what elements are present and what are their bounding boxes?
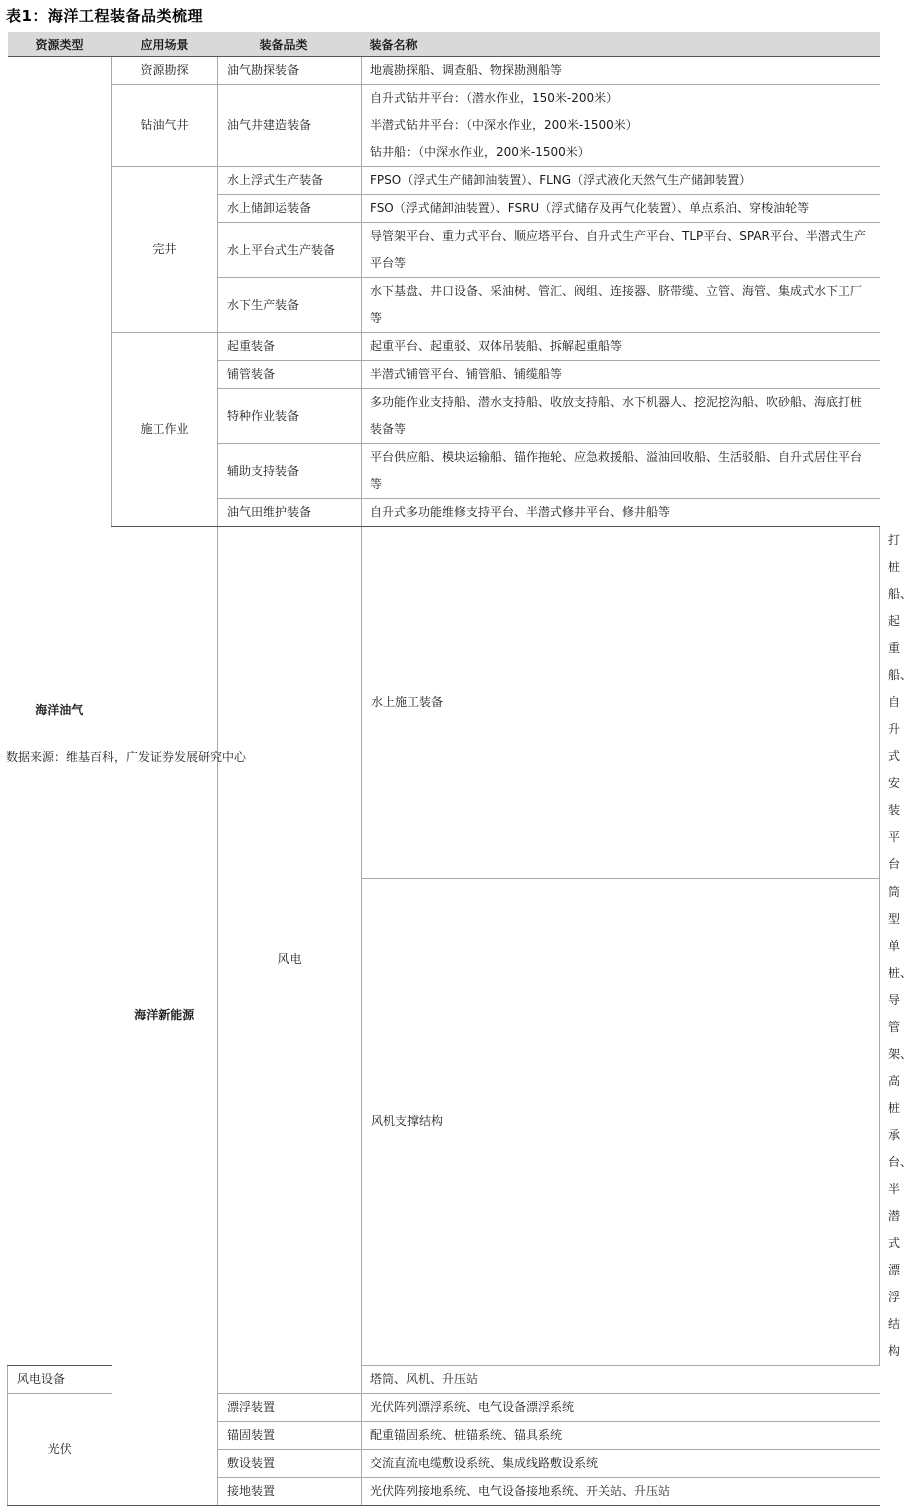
equipment-name-line: 钻井船：（中深水作业，200米-1500米）	[370, 145, 590, 159]
equipment-name-cell	[362, 499, 880, 527]
category-cell: 铺管装备	[218, 361, 362, 389]
scene-cell: 风电	[218, 527, 362, 1394]
equipment-name-line: 地震勘探船、调查船、物探勘测船等	[370, 63, 563, 77]
header-category: 装备品类	[218, 32, 362, 57]
equipment-name-cell	[362, 57, 880, 85]
equipment-name-cell	[362, 389, 880, 444]
table-body	[8, 57, 912, 1506]
category-cell: 敷设装置	[218, 1449, 362, 1477]
equipment-name-cell	[362, 223, 880, 278]
table-row	[8, 85, 880, 167]
equipment-name-cell	[362, 1393, 880, 1421]
resource-type-cell: 海洋油气	[8, 57, 112, 1366]
category-cell: 辅助支持装备	[218, 444, 362, 499]
equipment-name-cell	[362, 444, 880, 499]
equipment-name-line: FSO（浮式储卸油装置）、FSRU（浮式储存及再气化装置）、单点系泊、穿梭油轮等	[370, 201, 810, 215]
equipment-name-line: 水下基盘、井口设备、采油树、管汇、阀组、连接器、脐带缆、立管、海管、集成式水下工厂等	[370, 284, 863, 325]
scene-cell: 施工作业	[112, 333, 218, 527]
equipment-name-cell	[362, 167, 880, 195]
equipment-name-line: 交流直流电缆敷设系统、集成线路敷设系统	[370, 1455, 599, 1470]
category-cell: 油气田维护装备	[218, 499, 362, 527]
equipment-name-line: 自升式钻井平台：（潜水作业，150米-200米）	[370, 91, 619, 105]
category-cell: 水上储卸运装备	[218, 195, 362, 223]
equipment-name-line: 导管架平台、重力式平台、顺应塔平台、自升式生产平台、TLP平台、SPAR平台、半潜式生产平台等	[370, 229, 866, 270]
table-row	[8, 57, 880, 85]
header-row	[8, 32, 880, 57]
scene-cell: 钻油气井	[112, 85, 218, 167]
equipment-name-line: 配重锚固系统、桩锚系统、锚具系统	[370, 1427, 563, 1442]
table-row	[8, 167, 880, 195]
category-cell: 锚固装置	[218, 1421, 362, 1449]
category-cell: 风机支撑结构	[362, 878, 880, 1365]
category-cell: 水下生产装备	[218, 278, 362, 333]
equipment-name-cell	[362, 333, 880, 361]
category-cell: 漂浮装置	[218, 1393, 362, 1421]
equipment-name-line: 平台供应船、模块运输船、锚作拖轮、应急救援船、溢油回收船、生活驳船、自升式居住平台等	[370, 450, 863, 491]
equipment-name-line: 塔筒、风机、升压站	[370, 1371, 479, 1386]
equipment-table	[7, 32, 912, 1506]
equipment-name-cell	[362, 195, 880, 223]
category-cell: 水上平台式生产装备	[218, 223, 362, 278]
equipment-name-line: 光伏阵列接地系统、电气设备接地系统、开关站、升压站	[370, 1483, 671, 1498]
equipment-name-line: 多功能作业支持船、潜水支持船、收放支持船、水下机器人、挖泥挖沟船、吹砂船、海底打桩装备等	[370, 395, 863, 436]
equipment-name-cell	[362, 1365, 880, 1393]
category-cell: 水上浮式生产装备	[218, 167, 362, 195]
equipment-name-line: FPSO（浮式生产储卸油装置）、FLNG（浮式液化天然气生产储卸装置）	[370, 173, 752, 187]
scene-cell: 光伏	[8, 1393, 112, 1505]
category-cell: 油气勘探装备	[218, 57, 362, 85]
source-note: 数据来源：维基百科，广发证券发展研究中心	[6, 750, 247, 764]
equipment-name-cell	[362, 361, 880, 389]
table-title: 表1：海洋工程装备品类梳理	[6, 7, 203, 25]
equipment-name-line: 自升式多功能维修支持平台、半潜式修井平台、修井船等	[370, 505, 671, 519]
header-scene: 应用场景	[112, 32, 218, 57]
scene-cell: 完井	[112, 167, 218, 333]
table-row: 海洋新能源 风电 水上施工装备 打桩船、起重船、自升式安装平台	[8, 527, 880, 879]
equipment-name-line: 半潜式钻井平台：（中深水作业，200米-1500米）	[370, 118, 638, 132]
table-row: 风机支撑结构 筒型单桩、导管架、高桩承台、半潜式漂浮结构	[8, 878, 880, 1365]
resource-type-cell: 海洋新能源	[112, 527, 218, 1506]
equipment-name-cell	[362, 1421, 880, 1449]
scene-cell: 资源勘探	[112, 57, 218, 85]
category-cell: 特种作业装备	[218, 389, 362, 444]
header-resource-type: 资源类型	[8, 32, 112, 57]
equipment-name-cell	[362, 1477, 880, 1505]
header-equipment-name: 装备名称	[362, 32, 880, 57]
table-row	[8, 333, 880, 361]
category-cell: 油气井建造装备	[218, 85, 362, 167]
category-cell: 起重装备	[218, 333, 362, 361]
category-cell: 接地装置	[218, 1477, 362, 1505]
equipment-name-line: 半潜式铺管平台、铺管船、铺缆船等	[370, 367, 563, 381]
equipment-name-cell	[362, 278, 880, 333]
category-cell: 水上施工装备	[362, 527, 880, 879]
category-cell: 风电设备	[8, 1365, 112, 1393]
equipment-name-cell	[362, 1449, 880, 1477]
equipment-name-line: 光伏阵列漂浮系统、电气设备漂浮系统	[370, 1399, 575, 1414]
equipment-name-line: 起重平台、起重驳、双体吊装船、拆解起重船等	[370, 339, 623, 353]
equipment-name-cell	[362, 85, 880, 167]
